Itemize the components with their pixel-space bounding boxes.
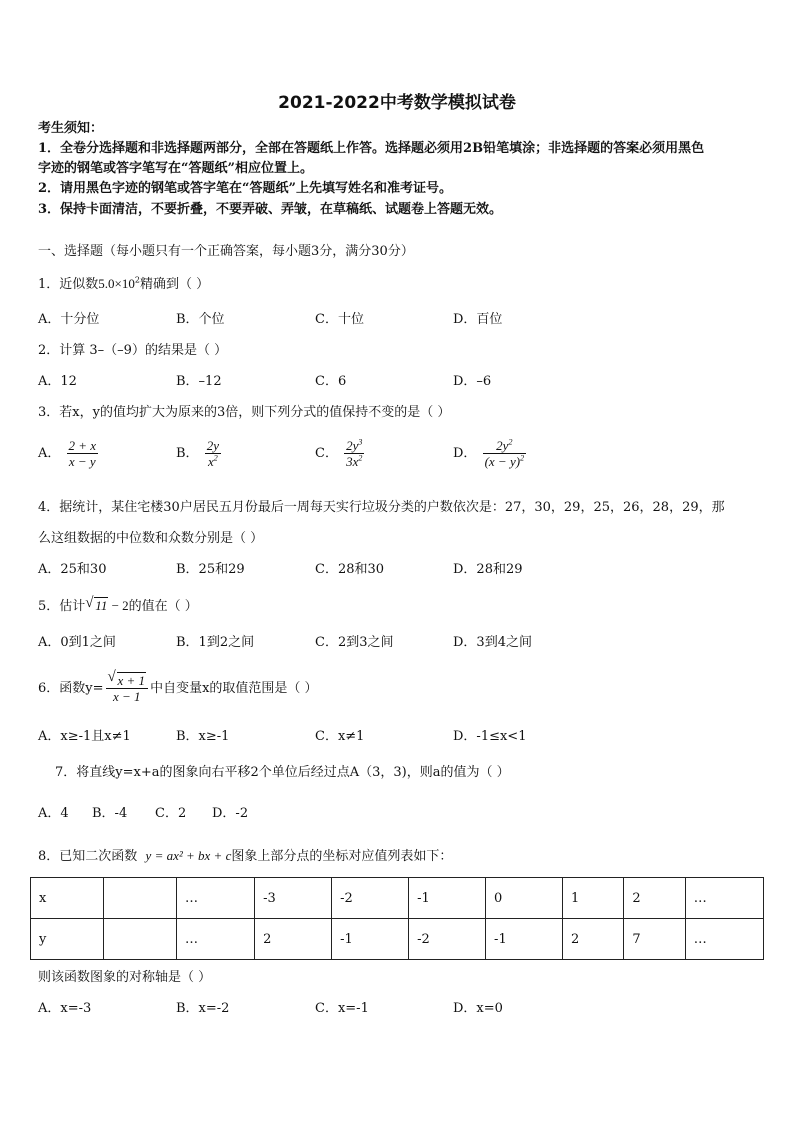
q3-b-den-exp: 2 bbox=[213, 453, 218, 463]
q3-d-numerator bbox=[483, 438, 526, 454]
q3-a-numerator: 2 + x bbox=[68, 438, 97, 453]
table-cell bbox=[104, 878, 177, 919]
radical-sign-icon: √ bbox=[85, 595, 94, 611]
q3-c-den-exp: 2 bbox=[358, 453, 363, 463]
q1-option-c[interactable]: C．十位 bbox=[315, 312, 364, 327]
question-6 bbox=[38, 669, 318, 704]
q3-c-num-exp: 3 bbox=[358, 437, 363, 447]
radical-sign-icon: √ bbox=[107, 669, 116, 685]
question-4-line-1: 4．据统计，某住宅楼30户居民五月份最后一周每天实行垃圾分类的户数依次是：27，30，29，25，26，28，29，那 bbox=[38, 500, 725, 515]
q3-c-den-base: 3x bbox=[346, 454, 359, 469]
q3-option-c[interactable] bbox=[315, 438, 366, 469]
q3-option-a-fraction bbox=[67, 438, 99, 469]
q3-option-d[interactable] bbox=[453, 438, 528, 469]
question-8-after: 则该函数图象的对称轴是（ ） bbox=[38, 970, 212, 985]
table-cell bbox=[104, 919, 177, 960]
q3-d-denominator bbox=[483, 454, 526, 469]
q5-option-a[interactable]: A．0到1之间 bbox=[38, 635, 116, 650]
q8-option-a[interactable]: A．x=-3 bbox=[38, 1001, 92, 1016]
q6-denominator: x − 1 bbox=[113, 689, 141, 704]
q3-option-d-fraction bbox=[483, 438, 526, 469]
q5-option-d[interactable]: D．3到4之间 bbox=[453, 635, 532, 650]
q3-d-num-base: 2y bbox=[496, 438, 509, 453]
q4-option-d[interactable]: D．28和29 bbox=[453, 562, 523, 577]
q3-option-c-label: C． bbox=[315, 446, 338, 461]
table-cell: x bbox=[31, 878, 104, 919]
q3-c-numerator bbox=[344, 438, 364, 454]
q8-option-c[interactable]: C．x=-1 bbox=[315, 1001, 369, 1016]
table-cell: … bbox=[177, 919, 255, 960]
q3-a-denominator: x − y bbox=[68, 454, 96, 469]
q1-option-b[interactable]: B．个位 bbox=[176, 312, 225, 327]
question-1 bbox=[38, 276, 209, 293]
q3-option-d-label: D． bbox=[453, 446, 477, 461]
notice-item-3: 3．保持卡面清洁，不要折叠，不要弄破、弄皱，在草稿纸、试题卷上答题无效。 bbox=[38, 202, 503, 217]
q1-option-a[interactable]: A．十分位 bbox=[38, 312, 100, 327]
q1-option-d[interactable]: D．百位 bbox=[453, 312, 503, 327]
q8-option-d[interactable]: D．x=0 bbox=[453, 1001, 503, 1016]
q3-option-b-fraction bbox=[205, 438, 221, 469]
q1-math: 5.0×10 bbox=[98, 276, 135, 291]
table-cell: -3 bbox=[255, 878, 332, 919]
question-2: 2．计算 3–（–9）的结果是（ ） bbox=[38, 343, 228, 358]
q5-stem-a: 5．估计 bbox=[38, 599, 86, 614]
table-cell: y bbox=[31, 919, 104, 960]
table-cell: -1 bbox=[486, 919, 563, 960]
question-5 bbox=[38, 595, 198, 615]
q5-sqrt bbox=[85, 595, 108, 614]
value-table bbox=[30, 877, 764, 960]
q6-sqrt bbox=[107, 669, 147, 688]
q7-option-a[interactable]: A．4 bbox=[38, 806, 69, 821]
q6-option-a[interactable]: A．x≥-1且x≠1 bbox=[38, 729, 131, 744]
q5-tail: − 2 bbox=[108, 598, 129, 613]
q5-radicand: 11 bbox=[95, 598, 108, 613]
q7-option-d[interactable]: D．-2 bbox=[212, 806, 249, 821]
table-cell: -2 bbox=[409, 919, 486, 960]
q3-option-b-label: B． bbox=[176, 446, 199, 461]
table-cell: -2 bbox=[332, 878, 409, 919]
table-row bbox=[31, 878, 764, 919]
q4-option-a[interactable]: A．25和30 bbox=[38, 562, 107, 577]
q6-fraction bbox=[106, 669, 149, 704]
q3-d-den-exp: 2 bbox=[520, 453, 525, 463]
q3-d-den-base: (x − y) bbox=[484, 454, 521, 469]
q7-option-b[interactable]: B．-4 bbox=[92, 806, 128, 821]
table-cell: 2 bbox=[563, 919, 624, 960]
q6-stem-b: 中自变量x的取值范围是（ ） bbox=[150, 681, 318, 696]
question-3: 3．若x，y的值均扩大为原来的3倍，则下列分式的值保持不变的是（ ） bbox=[38, 405, 451, 420]
q6-numerator bbox=[106, 669, 149, 689]
q3-c-denominator bbox=[344, 454, 364, 469]
table-cell: … bbox=[685, 878, 763, 919]
q3-b-den-base: x bbox=[207, 454, 214, 469]
q6-option-d[interactable]: D．-1≤x<1 bbox=[453, 729, 527, 744]
q1-stem-a: 1．近似数 bbox=[38, 277, 99, 292]
table-cell: 2 bbox=[624, 878, 685, 919]
notice-item-1: 1．全卷分选择题和非选择题两部分，全部在答题纸上作答。选择题必须用2B铅笔填涂；非选择题的答案必须用黑色 bbox=[38, 141, 705, 156]
table-cell: 0 bbox=[486, 878, 563, 919]
q6-stem-a: 6．函数y= bbox=[38, 681, 104, 696]
table-cell: 2 bbox=[255, 919, 332, 960]
notice-heading: 考生须知： bbox=[38, 121, 104, 136]
notice-item-1-cont: 字迹的钢笔或答字笔写在“答题纸”相应位置上。 bbox=[38, 161, 313, 176]
page-title: 2021-2022中考数学模拟试卷 bbox=[278, 93, 516, 113]
q3-option-c-fraction bbox=[344, 438, 364, 469]
table-cell: … bbox=[177, 878, 255, 919]
q1-stem-b: 精确到（ ） bbox=[139, 277, 210, 292]
q2-option-c[interactable]: C．6 bbox=[315, 374, 347, 389]
q8-formula: y = ax² + bx + c bbox=[145, 848, 232, 863]
q8-option-b[interactable]: B．x=-2 bbox=[176, 1001, 230, 1016]
q4-option-b[interactable]: B．25和29 bbox=[176, 562, 245, 577]
q5-option-c[interactable]: C．2到3之间 bbox=[315, 635, 394, 650]
q1-exponent: 2 bbox=[134, 275, 140, 285]
q3-b-numerator: 2y bbox=[206, 438, 219, 453]
q5-option-b[interactable]: B．1到2之间 bbox=[176, 635, 255, 650]
question-4-line-2: 么这组数据的中位数和众数分别是（ ） bbox=[38, 531, 264, 546]
question-8 bbox=[38, 848, 452, 865]
q8-stem-a: 8．已知二次函数 bbox=[38, 849, 138, 864]
q3-c-num-base: 2y bbox=[346, 438, 359, 453]
table-cell: 7 bbox=[624, 919, 685, 960]
table-cell: -1 bbox=[332, 919, 409, 960]
q3-d-num-exp: 2 bbox=[508, 437, 513, 447]
question-7: 7．将直线y=x+a的图象向右平移2个单位后经过点A（3，3)，则a的值为（ ） bbox=[55, 765, 510, 780]
q2-option-d[interactable]: D．–6 bbox=[453, 374, 492, 389]
q6-option-c[interactable]: C．x≠1 bbox=[315, 729, 365, 744]
q6-option-b[interactable]: B．x≥-1 bbox=[176, 729, 230, 744]
q4-option-c[interactable]: C．28和30 bbox=[315, 562, 385, 577]
table-cell: -1 bbox=[409, 878, 486, 919]
notice-item-2: 2．请用黑色字迹的钢笔或答字笔在“答题纸”上先填写姓名和准考证号。 bbox=[38, 181, 453, 196]
q5-stem-b: 的值在（ ） bbox=[128, 599, 198, 614]
q3-option-b[interactable] bbox=[176, 438, 223, 469]
section-heading: 一、选择题（每小题只有一个正确答案，每小题3分，满分30分） bbox=[38, 244, 414, 259]
table-cell: 1 bbox=[563, 878, 624, 919]
q6-radicand: x + 1 bbox=[117, 673, 146, 688]
q8-stem-b: 图象上部分点的坐标对应值列表如下： bbox=[231, 849, 453, 864]
table-cell: … bbox=[685, 919, 763, 960]
q3-b-denominator bbox=[205, 454, 221, 469]
table-row bbox=[31, 919, 764, 960]
q2-option-a[interactable]: A．12 bbox=[38, 374, 77, 389]
q3-option-a-label: A． bbox=[38, 446, 61, 461]
q2-option-b[interactable]: B．–12 bbox=[176, 374, 222, 389]
q7-option-c[interactable]: C．2 bbox=[155, 806, 187, 821]
q3-option-a[interactable] bbox=[38, 438, 100, 469]
